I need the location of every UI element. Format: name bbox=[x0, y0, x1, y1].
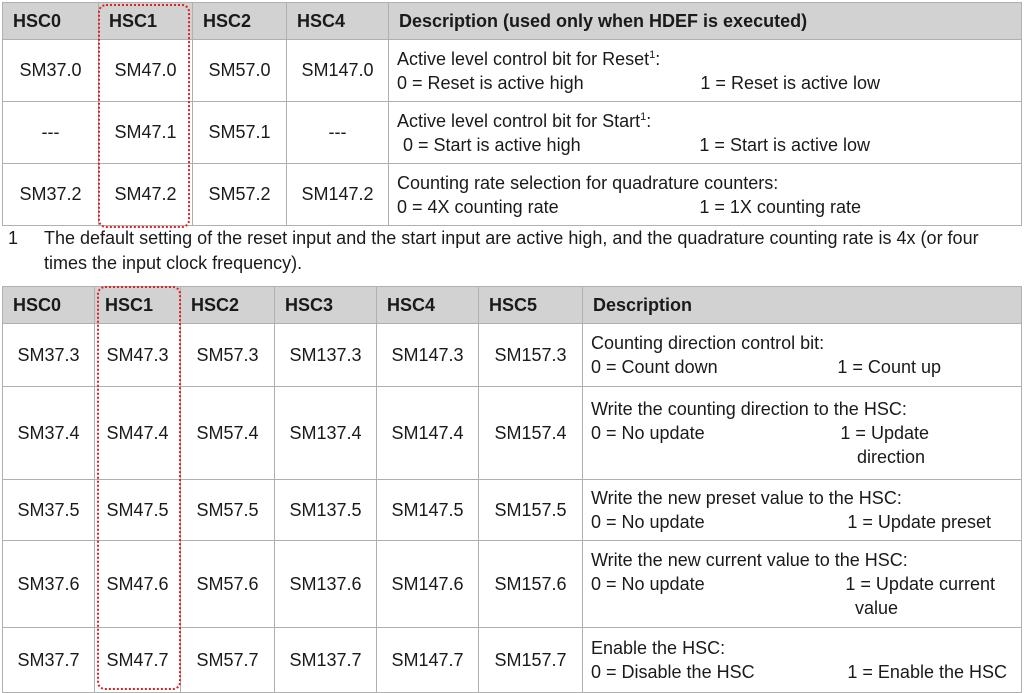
cell: SM137.6 bbox=[275, 541, 377, 628]
cell: SM147.2 bbox=[287, 164, 389, 226]
cell: SM147.7 bbox=[377, 628, 479, 693]
option-line bbox=[591, 355, 1021, 379]
col-header-hsc2: HSC2 bbox=[181, 287, 275, 324]
table-row bbox=[3, 324, 1022, 387]
option-zero: 0 = 4X counting rate bbox=[397, 196, 559, 217]
option-zero: 0 = No update bbox=[591, 574, 705, 594]
table-row bbox=[3, 628, 1022, 693]
cell: SM37.6 bbox=[3, 541, 95, 628]
description-title: Write the new preset value to the HSC: bbox=[591, 488, 902, 508]
cell: SM37.2 bbox=[3, 164, 99, 226]
option-one: 1 = Update bbox=[840, 423, 929, 443]
cell: SM57.7 bbox=[181, 628, 275, 693]
col-header-hsc1: HSC1 bbox=[95, 287, 181, 324]
cell: SM57.3 bbox=[181, 324, 275, 387]
cell: SM47.0 bbox=[99, 40, 193, 102]
table-row bbox=[3, 480, 1022, 541]
description-cell bbox=[583, 541, 1022, 628]
cell: SM137.5 bbox=[275, 480, 377, 541]
description-title: Write the counting direction to the HSC: bbox=[591, 399, 907, 419]
option-line bbox=[397, 71, 1021, 95]
option-zero: 0 = No update bbox=[591, 423, 705, 443]
col-header-hsc0: HSC0 bbox=[3, 287, 95, 324]
cell: --- bbox=[3, 102, 99, 164]
col-header-hsc5: HSC5 bbox=[479, 287, 583, 324]
option-one: 1 = 1X counting rate bbox=[699, 196, 861, 217]
option-one: 1 = Count up bbox=[837, 357, 941, 377]
cell: SM57.0 bbox=[193, 40, 287, 102]
description-cell bbox=[389, 40, 1022, 102]
cell: SM57.5 bbox=[181, 480, 275, 541]
description-cell bbox=[583, 628, 1022, 693]
option-line bbox=[397, 195, 1021, 219]
cell: SM147.0 bbox=[287, 40, 389, 102]
option-zero: 0 = Start is active high bbox=[403, 134, 581, 155]
col-header-hsc2: HSC2 bbox=[193, 3, 287, 40]
counter-control-table bbox=[2, 286, 1022, 693]
option-line bbox=[591, 421, 1021, 445]
description-title: Write the new current value to the HSC: bbox=[591, 550, 908, 570]
option-one: 1 = Reset is active low bbox=[700, 72, 880, 93]
option-line bbox=[591, 660, 1021, 684]
table-row bbox=[3, 40, 1022, 102]
table-header-row bbox=[3, 3, 1022, 40]
col-header-description: Description bbox=[583, 287, 1022, 324]
option-one-continued: value bbox=[855, 598, 899, 618]
option-zero: 0 = Disable the HSC bbox=[591, 662, 755, 682]
cell: SM157.5 bbox=[479, 480, 583, 541]
option-line bbox=[397, 133, 1021, 157]
cell: SM57.2 bbox=[193, 164, 287, 226]
table-row bbox=[3, 164, 1022, 226]
col-header-hsc1: HSC1 bbox=[99, 3, 193, 40]
cell: SM137.3 bbox=[275, 324, 377, 387]
option-line bbox=[591, 572, 1021, 596]
col-header-hsc0: HSC0 bbox=[3, 3, 99, 40]
cell: SM47.1 bbox=[99, 102, 193, 164]
description-title: Counting direction control bit: bbox=[591, 333, 825, 353]
option-zero: 0 = Count down bbox=[591, 357, 718, 377]
footnote-ref: 1 bbox=[640, 110, 647, 123]
description-cell bbox=[389, 102, 1022, 164]
description-title: Active level control bit for Reset$^1$: bbox=[397, 48, 661, 69]
cell: SM37.4 bbox=[3, 387, 95, 480]
option-zero: 0 = No update bbox=[591, 512, 705, 532]
footnote-number: 1 bbox=[8, 228, 19, 248]
description-title: Counting rate selection for quadrature counters: bbox=[397, 172, 779, 193]
option-one: 1 = Update current bbox=[845, 574, 995, 594]
cell: SM137.4 bbox=[275, 387, 377, 480]
col-header-description: Description (used only when HDEF is executed) bbox=[389, 3, 1022, 40]
table-header-row bbox=[3, 287, 1022, 324]
description-title: Enable the HSC: bbox=[591, 638, 726, 658]
cell: SM147.3 bbox=[377, 324, 479, 387]
cell: SM37.0 bbox=[3, 40, 99, 102]
hdef-control-table bbox=[2, 2, 1022, 226]
cell: SM47.4 bbox=[95, 387, 181, 480]
cell: SM157.3 bbox=[479, 324, 583, 387]
col-header-hsc3: HSC3 bbox=[275, 287, 377, 324]
cell: SM57.1 bbox=[193, 102, 287, 164]
cell: SM37.3 bbox=[3, 324, 95, 387]
description-cell bbox=[583, 387, 1022, 480]
cell: SM57.6 bbox=[181, 541, 275, 628]
cell: SM57.4 bbox=[181, 387, 275, 480]
description-title: Active level control bit for Start$^1$: bbox=[397, 110, 652, 131]
table-row bbox=[3, 102, 1022, 164]
option-line bbox=[591, 510, 1021, 534]
cell: SM157.6 bbox=[479, 541, 583, 628]
option-one: 1 = Update preset bbox=[847, 512, 991, 532]
cell: SM37.5 bbox=[3, 480, 95, 541]
footnote-text: The default setting of the reset input and the start input are active high, and the quadrature counting rate is 4x (or four times the input clock frequency). bbox=[44, 228, 979, 273]
cell: SM147.6 bbox=[377, 541, 479, 628]
cell: SM47.2 bbox=[99, 164, 193, 226]
col-header-hsc4: HSC4 bbox=[287, 3, 389, 40]
table-row bbox=[3, 541, 1022, 628]
table-row bbox=[3, 387, 1022, 480]
cell: SM47.6 bbox=[95, 541, 181, 628]
option-one: 1 = Start is active low bbox=[699, 134, 870, 155]
cell: SM147.5 bbox=[377, 480, 479, 541]
col-header-hsc4: HSC4 bbox=[377, 287, 479, 324]
cell: SM137.7 bbox=[275, 628, 377, 693]
description-cell bbox=[389, 164, 1022, 226]
footnote bbox=[8, 226, 1013, 276]
cell: SM37.7 bbox=[3, 628, 95, 693]
cell: SM47.5 bbox=[95, 480, 181, 541]
cell: --- bbox=[287, 102, 389, 164]
cell: SM157.4 bbox=[479, 387, 583, 480]
footnote-ref: 1 bbox=[649, 48, 656, 61]
option-one-continued: direction bbox=[857, 447, 926, 467]
cell: SM47.3 bbox=[95, 324, 181, 387]
description-cell bbox=[583, 324, 1022, 387]
cell: SM47.7 bbox=[95, 628, 181, 693]
cell: SM157.7 bbox=[479, 628, 583, 693]
option-zero: 0 = Reset is active high bbox=[397, 72, 584, 93]
description-cell bbox=[583, 480, 1022, 541]
option-one: 1 = Enable the HSC bbox=[847, 662, 1007, 682]
cell: SM147.4 bbox=[377, 387, 479, 480]
